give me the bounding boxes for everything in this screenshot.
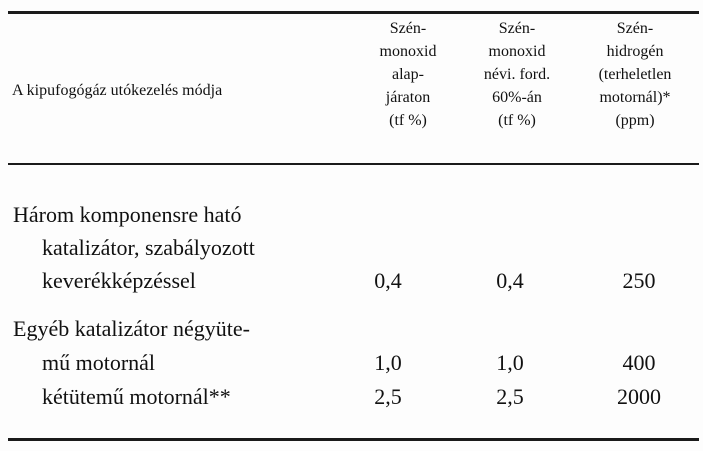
row-1-label-line-2: katalizátor, szabályozott bbox=[42, 235, 255, 260]
header-col-hc-line-5: (ppm) bbox=[615, 112, 655, 129]
header-col-co-idle-line-2: monoxid bbox=[379, 43, 437, 60]
row-2-value-co-idle: 1,0 bbox=[374, 350, 402, 375]
header-col-hc-line-1: Szén- bbox=[616, 20, 654, 37]
header-col-co-60-line-5: (tf %) bbox=[498, 112, 536, 129]
top-rule bbox=[8, 11, 699, 14]
row-2-value-co-60: 1,0 bbox=[496, 350, 524, 375]
header-col-co-idle-line-1: Szén- bbox=[389, 20, 427, 37]
header-col-co-idle-line-3: alap- bbox=[392, 66, 424, 83]
header-col-hc bbox=[574, 17, 696, 132]
header-method-text: A kipufogógáz utókezelés módja bbox=[12, 82, 223, 99]
header-col-hc-line-4: motornál)* bbox=[599, 89, 671, 106]
row-1-value-co-idle: 0,4 bbox=[374, 268, 402, 293]
row-3-value-co-60: 2,5 bbox=[496, 384, 524, 409]
row-3-value-hc: 2000 bbox=[617, 384, 661, 409]
header-col-co-idle-line-4: járaton bbox=[385, 89, 431, 106]
row-1-label-line-1: Három komponensre ható bbox=[13, 202, 242, 227]
header-col-hc-line-2: hidrogén bbox=[606, 43, 664, 60]
header-col-co-60-line-4: 60%-án bbox=[492, 89, 542, 106]
header-col-co-60-line-2: monoxid bbox=[488, 43, 546, 60]
row-2-value-hc: 400 bbox=[622, 350, 656, 375]
header-bottom-rule bbox=[8, 163, 699, 165]
row-1-value-co-60: 0,4 bbox=[496, 268, 524, 293]
bottom-rule bbox=[8, 438, 699, 441]
header-col-hc-line-3: (terheletlen bbox=[598, 66, 672, 83]
row-3-value-co-idle: 2,5 bbox=[374, 384, 402, 409]
header-col-co-60-line-1: Szén- bbox=[498, 20, 536, 37]
row-1-value-hc: 250 bbox=[622, 268, 656, 293]
row-2-label-line-1: Egyéb katalizátor négyüte- bbox=[13, 316, 251, 341]
header-method-label bbox=[12, 79, 332, 102]
header-col-co-idle bbox=[353, 17, 463, 132]
row-3-label-line-1: kétütemű motornál** bbox=[42, 384, 231, 409]
header-col-co-idle-line-5: (tf %) bbox=[389, 112, 427, 129]
header-col-co-60 bbox=[458, 17, 576, 132]
row-2-label-line-2: mű motornál bbox=[42, 350, 156, 375]
row-1-label-line-3: keverékképzéssel bbox=[42, 268, 196, 293]
header-col-co-60-line-3: névi. ford. bbox=[483, 66, 551, 83]
